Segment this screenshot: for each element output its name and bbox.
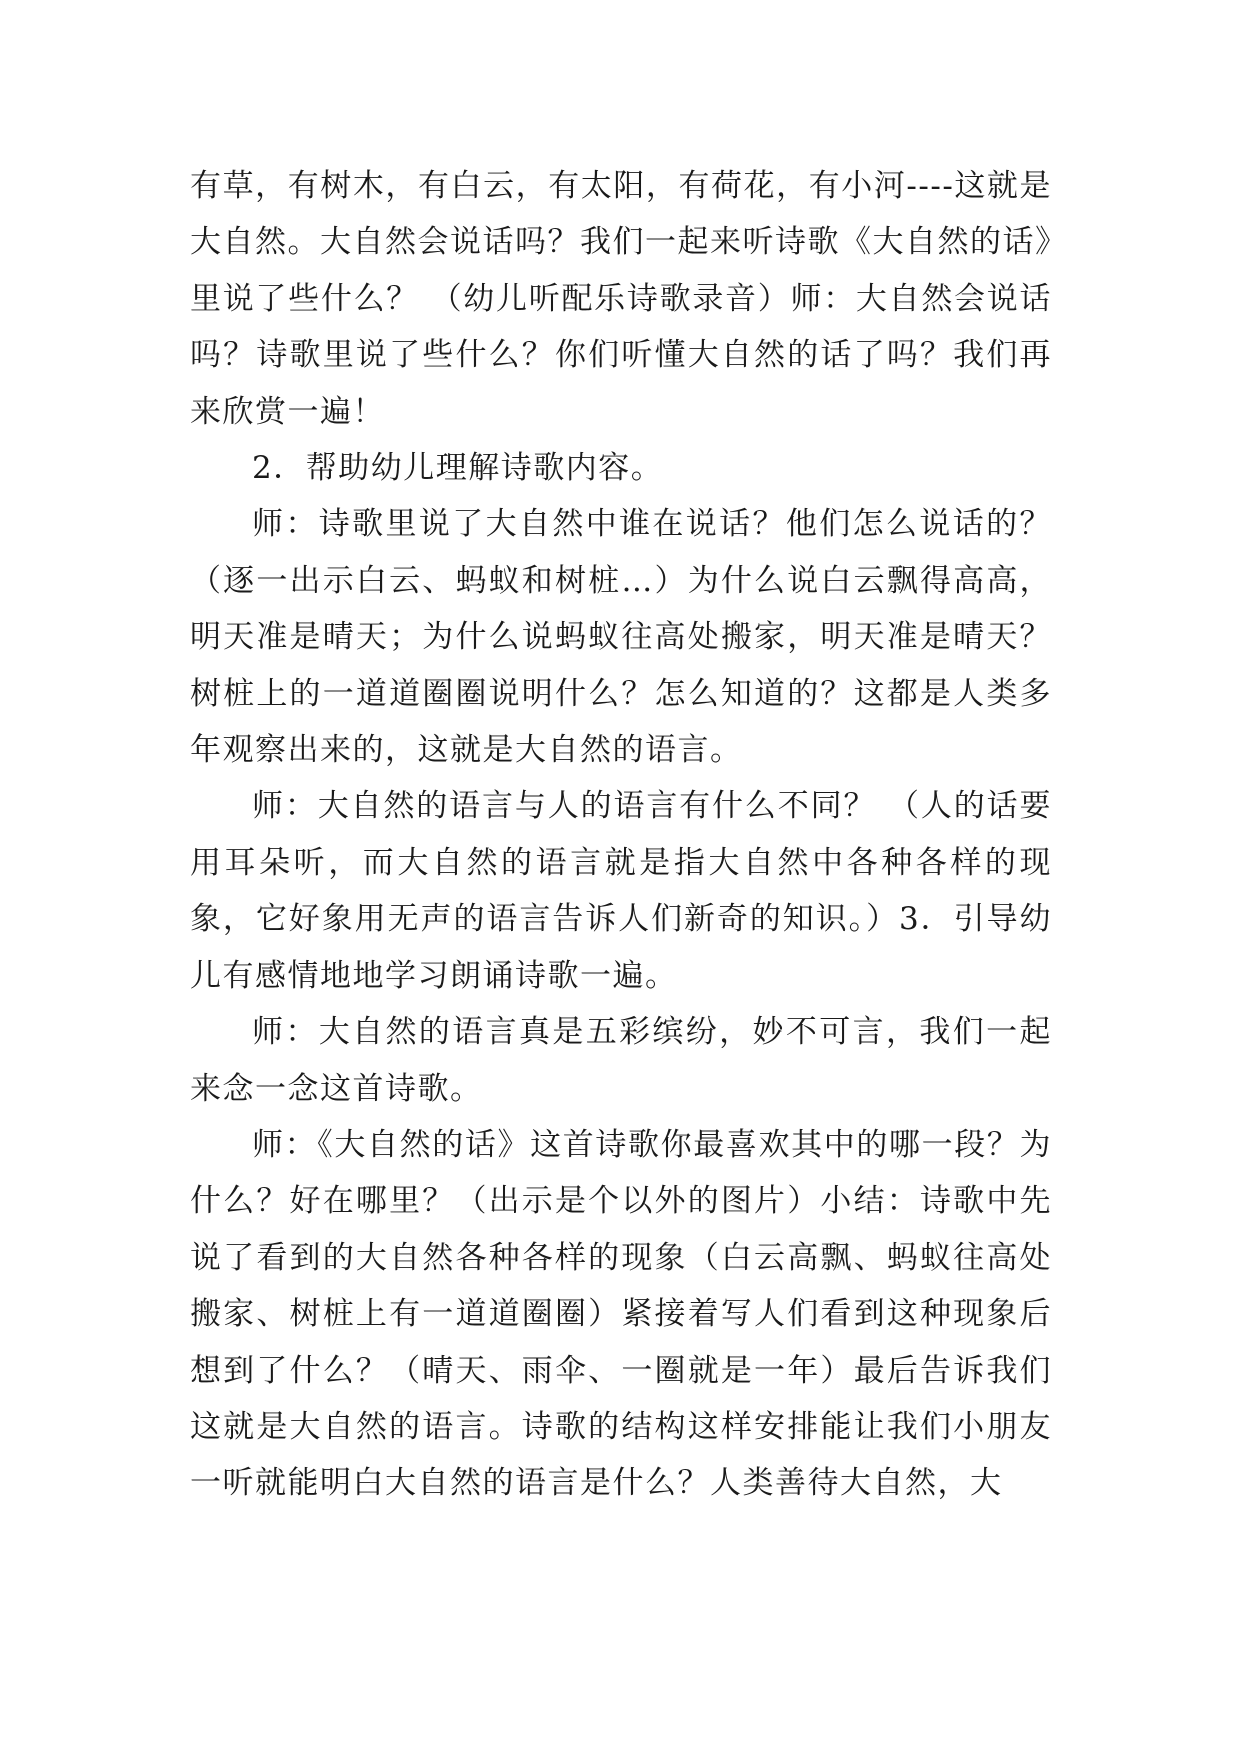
paragraph-intro: 有草，有树木，有白云，有太阳，有荷花，有小河----这就是大自然。大自然会说话吗？我们一起来听诗歌《大自然的话》里说了些什么？ （幼儿听配乐诗歌录音）师：大自然会说话吗？诗歌里说了些什么？你们听懂大自然的话了吗？我们再来欣赏一遍！ [190, 168, 1052, 430]
paragraph-who-speaks: 师：诗歌里说了大自然中谁在说话？他们怎么说话的？（逐一出示白云、蚂蚁和树桩…）为什么说白云飘得高高，明天准是晴天；为什么说蚂蚁往高处搬家，明天准是晴天？树桩上的一道道圈圈说明什么？怎么知道的？这都是人类多年观察出来的，这就是大自然的语言。 [190, 506, 1052, 769]
paragraph-favorite-section: 师：《大自然的话》这首诗歌你最喜欢其中的哪一段？为什么？好在哪里？（出示是个以外的图片）小结：诗歌中先说了看到的大自然各种各样的现象（白云高飘、蚂蚁往高处搬家、树桩上有一道道圈圈）紧接着写人们看到这种现象后想到了什么？（晴天、雨伞、一圈就是一年）最后告诉我们这就是大自然的语言。诗歌的结构这样安排能让我们小朋友一听就能明白大自然的语言是什么？人类善待大自然，大 [190, 1126, 1052, 1502]
paragraph-recite-together: 师：大自然的语言真是五彩缤纷，妙不可言，我们一起来念一念这首诗歌。 [190, 1014, 1052, 1107]
paragraph-language-difference: 师：大自然的语言与人的语言有什么不同？ （人的话要用耳朵听，而大自然的语言就是指大自然中各种各样的现象，它好象用无声的语言告诉人们新奇的知识。）3．引导幼儿有感情地地学习朗诵诗歌一遍。 [190, 788, 1052, 994]
document-body [190, 158, 1052, 1512]
paragraph-step-2-heading: 2．帮助幼儿理解诗歌内容。 [252, 450, 664, 487]
